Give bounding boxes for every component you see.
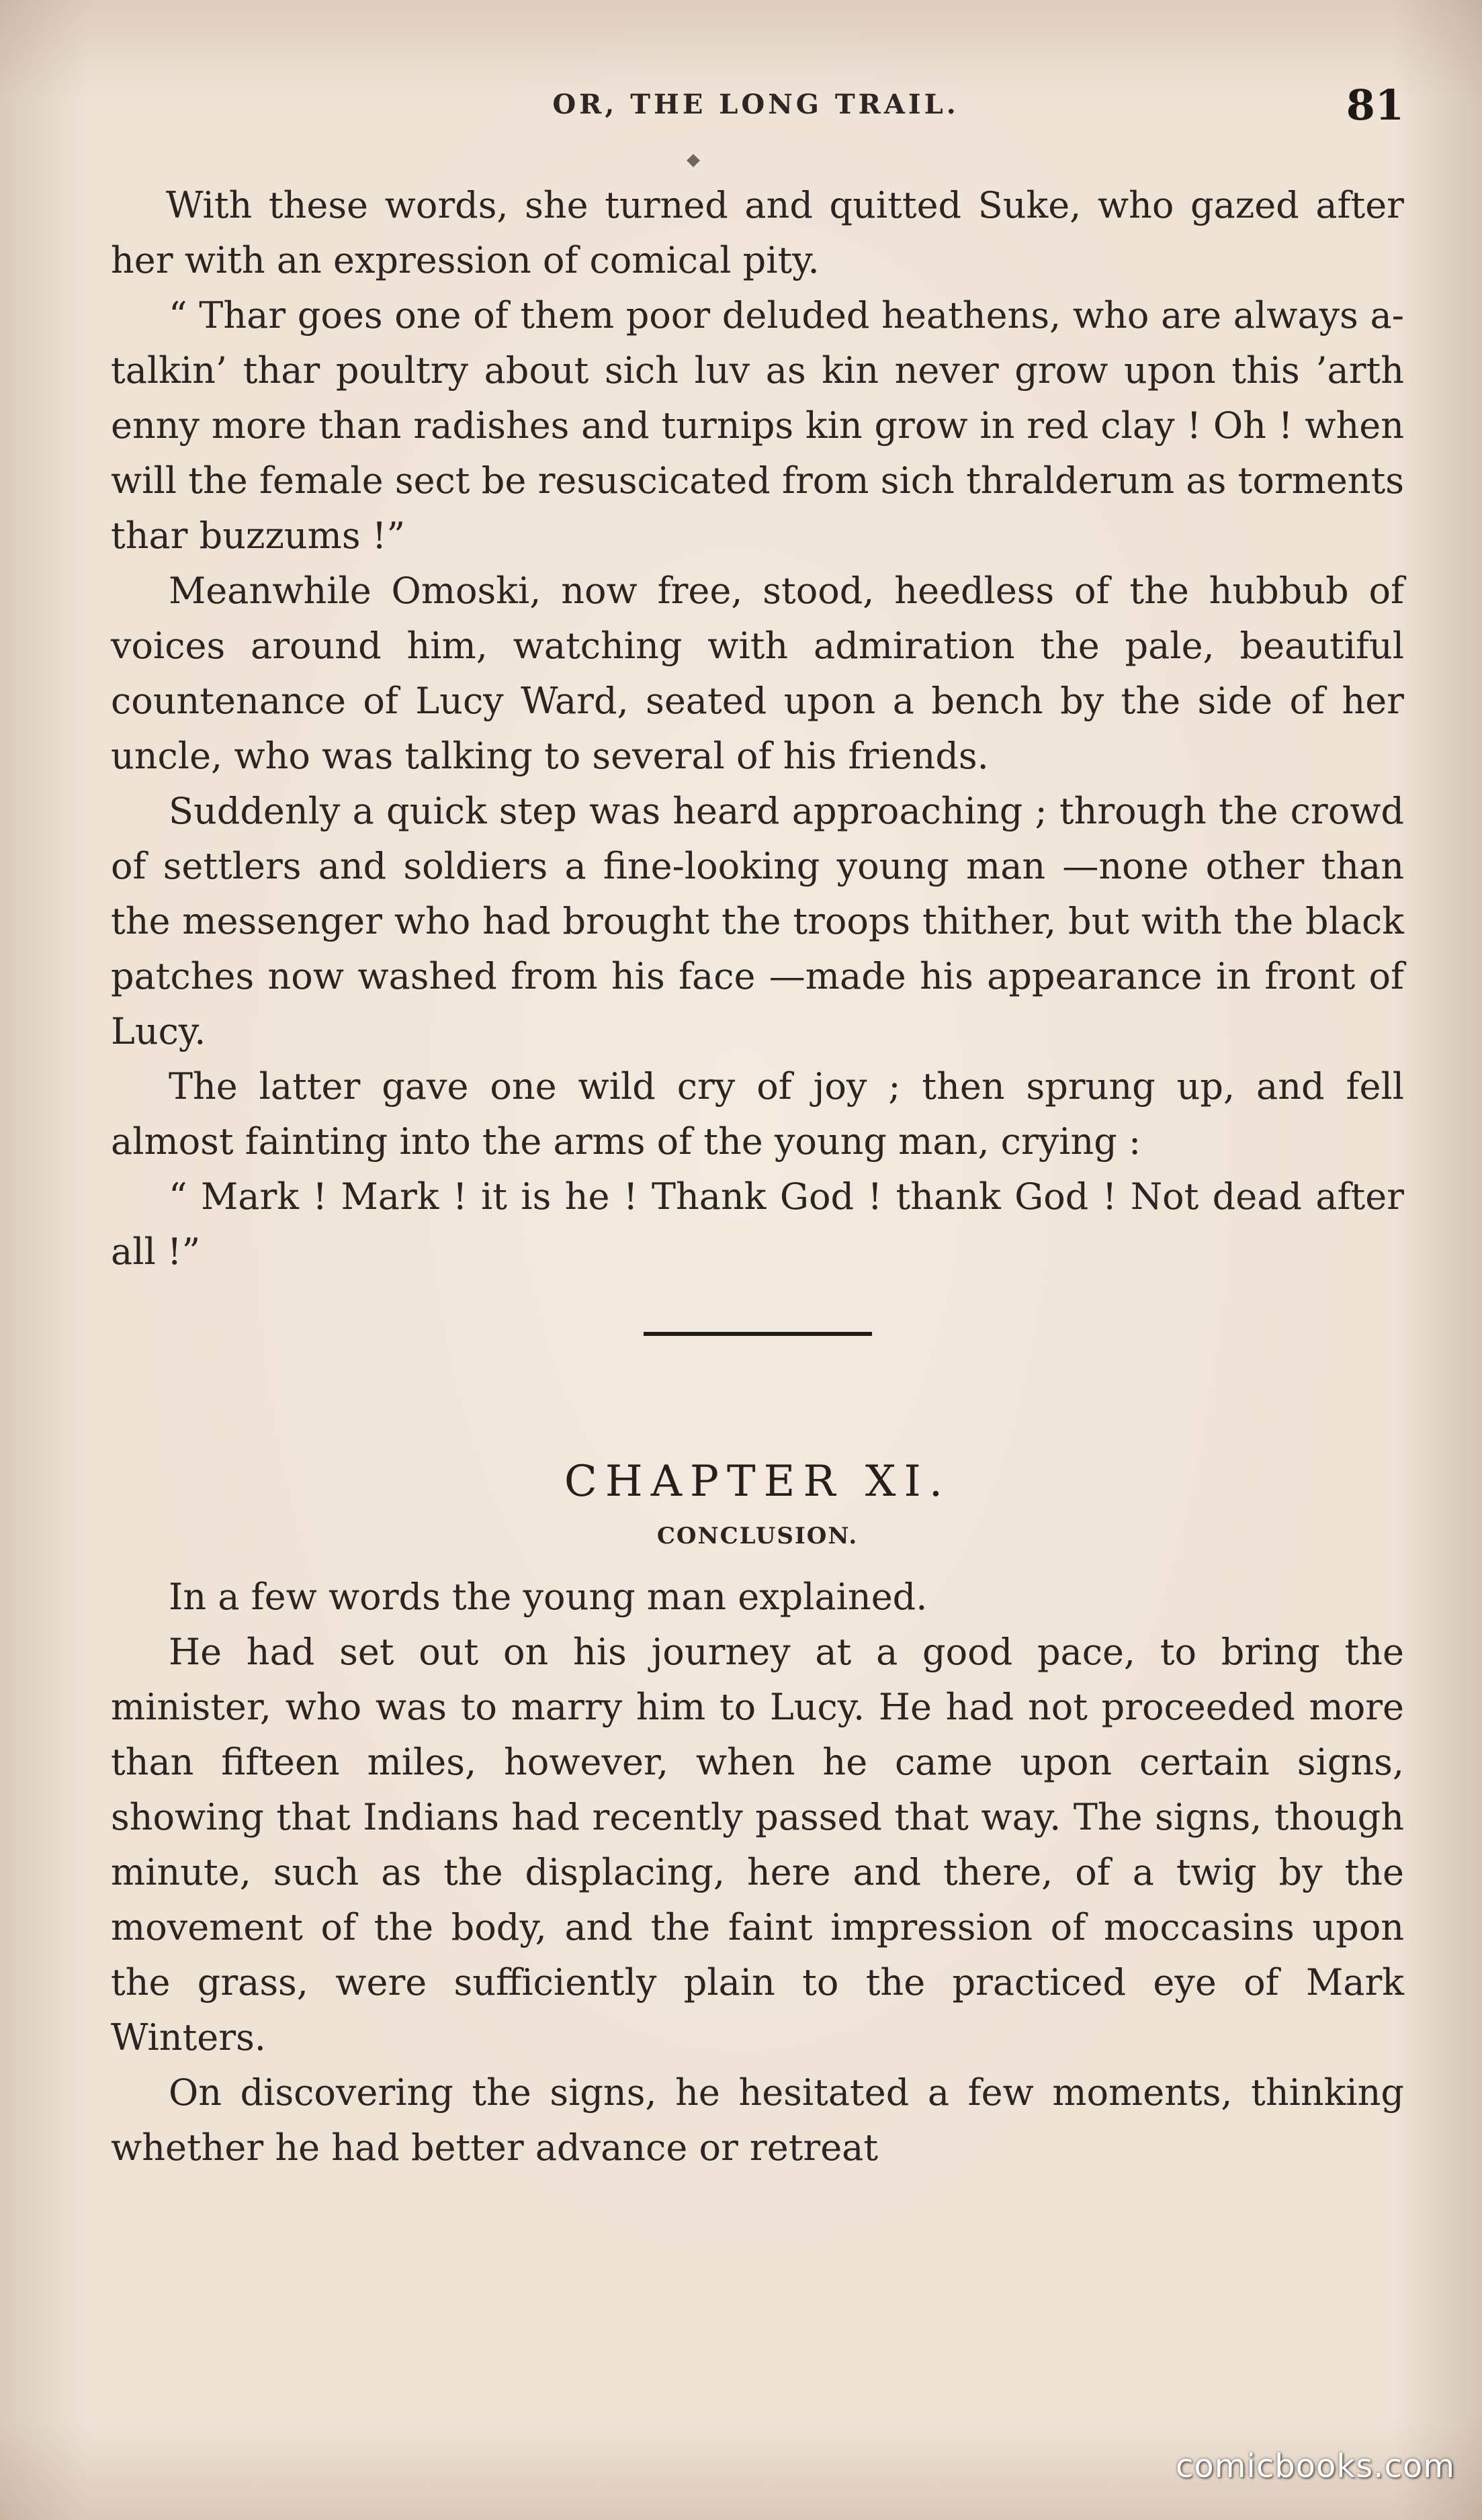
paragraph: With these words, she turned and quitted Suke, who gazed after her with an expression of comical pity. <box>111 184 1404 281</box>
paragraph: The latter gave one wild cry of joy ; then sprung up, and fell almost fainting into the arms of the young man, crying : <box>111 1065 1404 1163</box>
paragraph: “ Thar goes one of them poor deluded heathens, who are always a-talkin’ thar poultry about sich luv as kin never grow upon this ’arth enny more than radishes and turnips kin grow in red clay ! Oh ! when will the female sect be resuscicated from sich thralderum as torments thar buzzums !” <box>111 294 1404 557</box>
paragraph: “ Mark ! Mark ! it is he ! Thank God ! thank God ! Not dead after all !” <box>111 1175 1404 1273</box>
chapter-heading: CHAPTER XI. <box>564 1457 951 1506</box>
ornament-mark <box>687 154 700 167</box>
section-divider <box>644 1332 872 1336</box>
chapter-subtitle: CONCLUSION. <box>656 1523 859 1549</box>
paragraph: Meanwhile Omoski, now free, stood, heedless of the hubbub of voices around him, watching with admiration the pale, beautiful countenance of Lucy Ward, seated upon a bench by the side of her uncle, who was talking to several of his friends. <box>111 570 1404 777</box>
page-number: 81 <box>1346 81 1404 130</box>
paragraph: In a few words the young man explained. <box>169 1576 928 1618</box>
body-text <box>111 178 1404 2175</box>
running-head <box>107 81 1404 134</box>
paragraph: He had set out on his journey at a good pace, to bring the minister, who was to marry him to Lucy. He had not proceeded more than fifteen miles, however, when he came upon certain signs, showing that Indians had recently passed that way. The signs, though minute, such as the displacing, here and there, of a twig by the movement of the body, and the faint impression of moccasins upon the grass, were sufficiently plain to the practiced eye of Mark Winters. <box>111 1631 1404 2059</box>
running-title: OR, THE LONG TRAIL. <box>552 89 959 120</box>
paragraph: Suddenly a quick step was heard approaching ; through the crowd of settlers and soldiers a fine-looking young man —none other than the messenger who had brought the troops thither, but with the black patches now washed from his face —made his appearance in front of Lucy. <box>111 790 1404 1052</box>
watermark: comicbooks.com <box>1175 2447 1455 2485</box>
paragraph: On discovering the signs, he hesitated a few moments, thinking whether he had better advance or retreat <box>111 2071 1404 2169</box>
